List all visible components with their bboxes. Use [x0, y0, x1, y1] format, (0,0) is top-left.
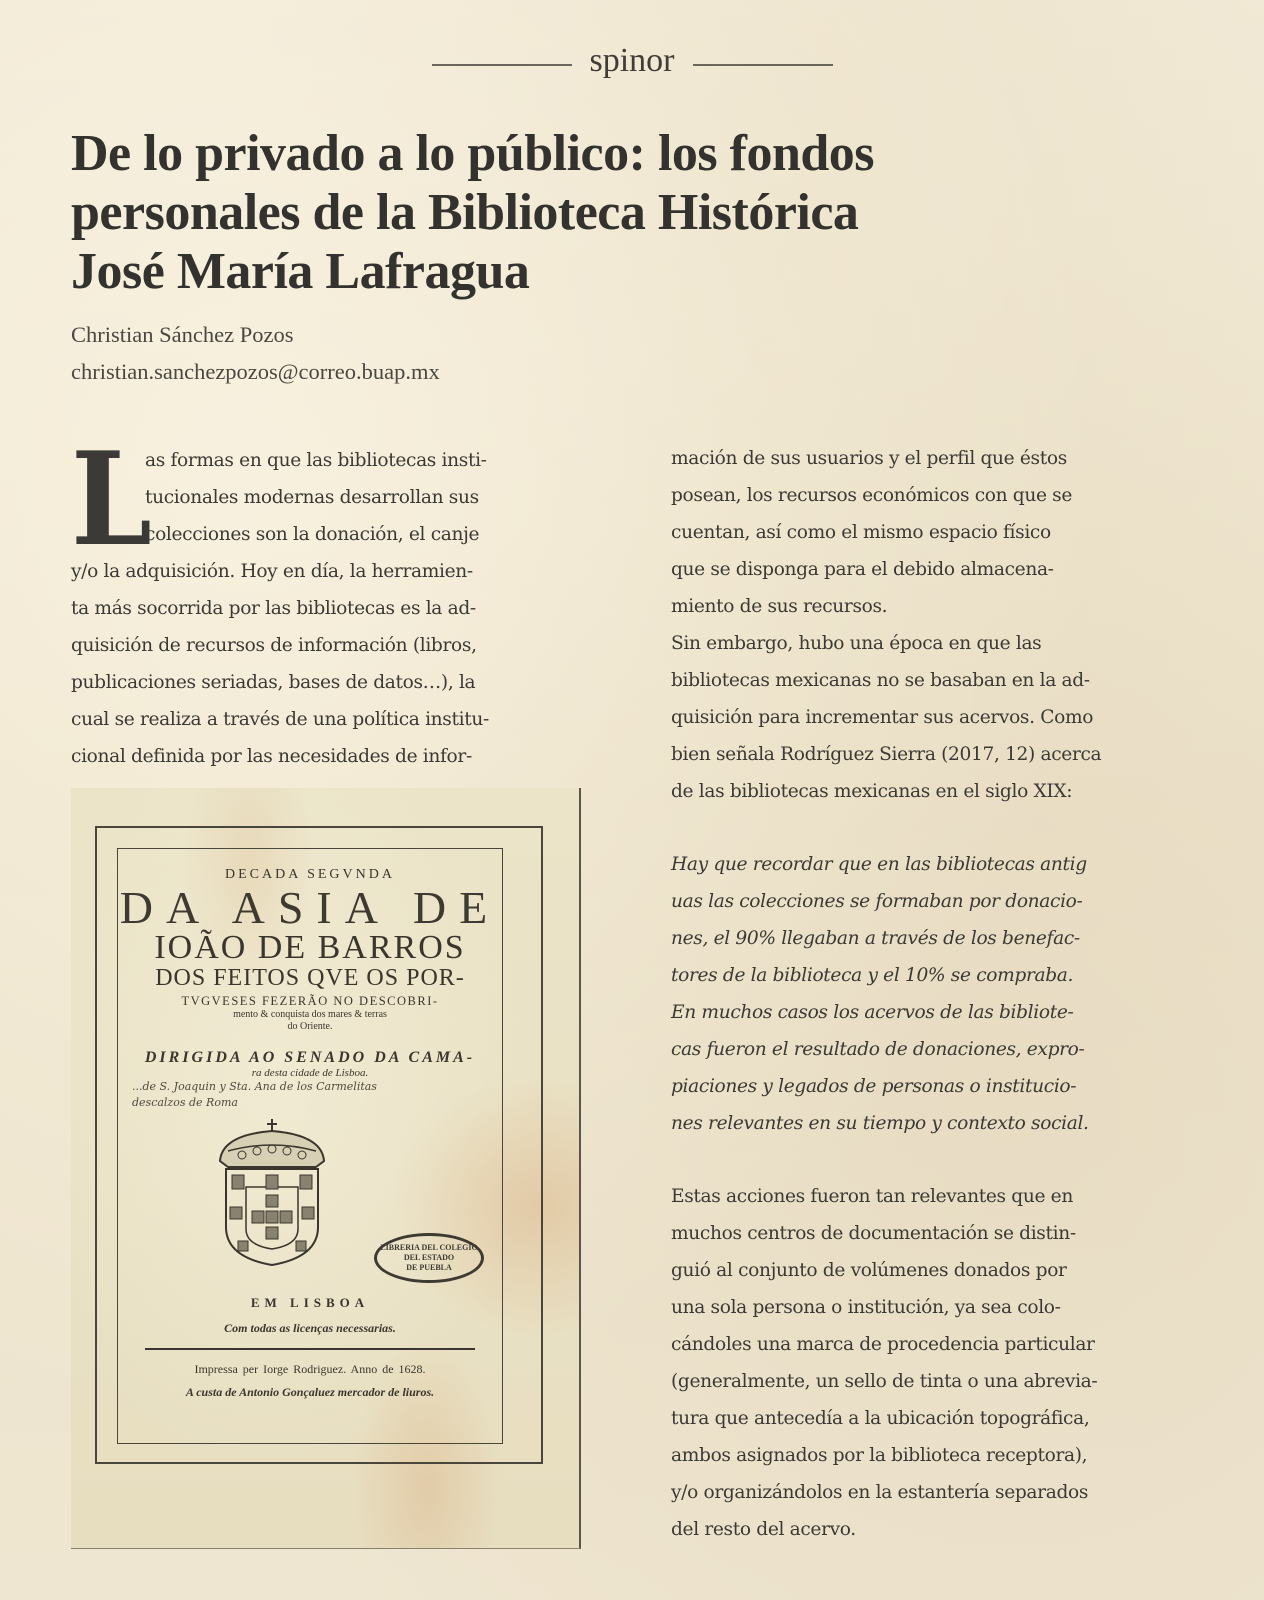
body-line: del resto del acervo.	[671, 1519, 856, 1540]
body-line: una sola persona o institución, ya sea colo-	[671, 1297, 1061, 1318]
author-name: Christian Sánchez Pozos	[71, 322, 294, 347]
body-line: quisición de recursos de información (libros,	[71, 635, 477, 656]
body-line: de las bibliotecas mexicanas en el siglo XIX:	[671, 781, 1073, 802]
body-line: que se disponga para el debido almacena-	[671, 559, 1054, 580]
masthead-rule-right	[693, 64, 833, 66]
quote-line: piaciones y legados de personas o institucio-	[671, 1076, 1077, 1097]
body-line: tucionales modernas desarrollan sus	[145, 487, 479, 508]
article-title	[71, 124, 971, 301]
quote-line: nes relevantes en su tiempo y contexto social.	[671, 1113, 1089, 1134]
quote-line: En muchos casos los acervos de las bibliote-	[671, 1002, 1074, 1023]
paragraph-donations	[671, 1178, 1201, 1548]
quote-line: uas las colecciones se formaban por donacio-	[671, 891, 1083, 912]
stamp-text: DEL ESTADO	[403, 1253, 455, 1262]
body-line: guió al conjunto de volúmenes donados por	[671, 1260, 1067, 1281]
block-quote	[671, 846, 1201, 1142]
body-column-right	[671, 440, 1201, 1548]
body-line: ta más socorrida por las bibliotecas es la ad-	[71, 598, 476, 619]
body-line: tura que antecedía a la ubicación topográfica,	[671, 1408, 1090, 1429]
book-title-line: IOÃO DE BARROS	[154, 929, 466, 966]
body-line: cual se realiza a través de una política institu-	[71, 709, 489, 730]
quote-line: Hay que recordar que en las bibliotecas antig	[671, 854, 1087, 875]
handwritten-inscription: ...de S. Joaquin y Sta. Ana de los Carmelitas	[132, 1080, 377, 1093]
body-line: quisición para incrementar sus acervos. Como	[671, 707, 1094, 728]
body-line: Estas acciones fueron tan relevantes que en	[671, 1186, 1073, 1207]
masthead-rule-left	[432, 64, 572, 66]
book-place: EM LISBOA	[250, 1295, 370, 1310]
book-publisher: A custa de Antonio Gonçaluez mercador de liuros.	[185, 1385, 435, 1399]
book-title-line: DOS FEITOS QVE OS POR-	[155, 965, 465, 991]
body-line: (generalmente, un sello de tinta o una abrevia-	[671, 1371, 1098, 1392]
body-line: mación de sus usuarios y el perfil que éstos	[671, 448, 1067, 469]
book-outer-border	[95, 826, 543, 1464]
title-line: De lo privado a lo público: los fondos	[71, 125, 875, 182]
book-divider	[145, 1348, 475, 1350]
body-line: as formas en que las bibliotecas insti-	[145, 450, 487, 471]
body-line: ambos asignados por la biblioteca receptora),	[671, 1445, 1088, 1466]
title-line: José María Lafragua	[71, 243, 530, 300]
book-title-line: DA ASIA DE	[119, 882, 501, 933]
paragraph-intro	[671, 440, 1201, 810]
book-subtitle: mento & conquista dos mares & terras	[233, 1009, 387, 1020]
body-column-left	[71, 425, 591, 775]
author-email[interactable]: christian.sanchezpozos@correo.buap.mx	[71, 359, 440, 384]
journal-name: spinor	[589, 42, 675, 79]
book-subtitle: do Oriente.	[287, 1021, 333, 1032]
book-licenses: Com todas as licenças necessarias.	[224, 1321, 396, 1335]
book-dedication-city: ra desta cidade de Lisboa.	[251, 1067, 369, 1079]
book-title-page-image	[71, 788, 581, 1549]
handwritten-inscription: descalzos de Roma	[132, 1096, 238, 1109]
stamp-text: DE PUEBLA	[406, 1263, 452, 1272]
book-inner-border	[117, 848, 503, 1444]
body-line: bibliotecas mexicanas no se basaban en la ad-	[671, 670, 1090, 691]
royal-coat-of-arms-icon	[212, 1117, 332, 1267]
book-dedication: DIRIGIDA AO SENADO DA CAMA-	[144, 1049, 476, 1066]
title-line: personales de la Biblioteca Histórica	[71, 184, 859, 241]
body-line: y/o la adquisición. Hoy en día, la herramien-	[71, 561, 473, 582]
body-line: publicaciones seriadas, bases de datos…), la	[71, 672, 476, 693]
body-line: posean, los recursos económicos con que se	[671, 485, 1073, 506]
body-line: cional definida por las necesidades de infor-	[71, 746, 472, 767]
body-line: y/o organizándolos en la estantería separados	[671, 1482, 1089, 1503]
quote-line: cas fueron el resultado de donaciones, expro-	[671, 1039, 1085, 1060]
book-imprint: Impressa per Iorge Rodriguez. Anno de 1628.	[194, 1362, 426, 1376]
body-line: muchos centros de documentación se distin-	[671, 1223, 1076, 1244]
body-line: miento de sus recursos.	[671, 596, 888, 617]
body-line: colecciones son la donación, el canje	[145, 524, 480, 545]
body-line: Sin embargo, hubo una época en que las	[671, 633, 1042, 654]
book-title-line: TVGVESES FEZERÃO NO DESCOBRI-	[181, 994, 439, 1008]
body-line: bien señala Rodríguez Sierra (2017, 12) acerca	[671, 744, 1102, 765]
library-ownership-stamp	[374, 1233, 484, 1283]
drop-cap: L	[71, 425, 152, 575]
quote-line: tores de la biblioteca y el 10% se compraba.	[671, 965, 1074, 986]
body-line: cándoles una marca de procedencia particular	[671, 1334, 1095, 1355]
journal-masthead	[0, 40, 1264, 90]
body-line: cuentan, así como el mismo espacio físico	[671, 522, 1051, 543]
book-decada: DECADA SEGVNDA	[225, 867, 395, 882]
quote-line: nes, el 90% llegaban a través de los benefac-	[671, 928, 1080, 949]
stamp-text: LIBRERIA DEL COLEGIO	[380, 1243, 478, 1252]
